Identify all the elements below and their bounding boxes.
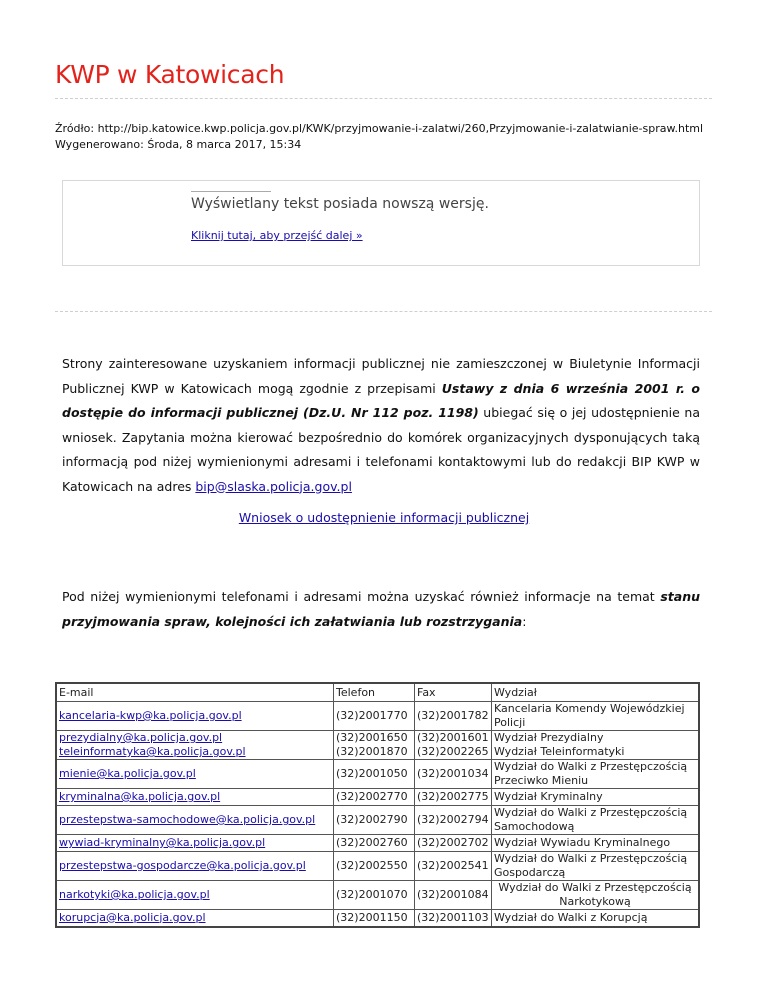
form-link-wrap [0, 510, 768, 525]
fax-number: (32)2002794 [417, 813, 489, 826]
department-name: Wydział do Walki z Przestępczością Przeciwko Mieniu [494, 760, 688, 787]
table-row [56, 910, 699, 927]
department-name: Kancelaria Komendy Wojewódzkiej Policji [494, 702, 685, 729]
generated-value: Środa, 8 marca 2017, 15:34 [147, 138, 302, 151]
fax-cell [415, 852, 492, 881]
phone-cell [334, 789, 415, 806]
intro-text-2: ubiegać się o jej udostępnienie na wniosek. Zapytania można kierować bezpośrednio do komórek organizacyjnych dysponujących taką informacją pod niżej wymienionymi adresami i telefonami kontaktowymi lub do redakcji BIP KWP w Katowicach na adres [62, 405, 700, 494]
department-name: Wydział do Walki z Przestępczością Gospodarczą [494, 852, 688, 879]
email-cell [56, 789, 334, 806]
status-text-1: Pod niżej wymienionymi telefonami i adresami można uzyskać również informacje na temat [62, 589, 661, 604]
page-title: KWP w Katowicach [55, 60, 285, 89]
department-name: Wydział Teleinformatyki [494, 745, 625, 758]
department-cell [492, 806, 700, 835]
table-row [56, 789, 699, 806]
fax-cell [415, 731, 492, 760]
email-link[interactable]: wywiad-kryminalny@ka.policja.gov.pl [59, 836, 266, 849]
fax-number: (32)2001103 [417, 910, 489, 924]
source-label: Źródło: [55, 122, 95, 135]
fax-cell [415, 760, 492, 789]
table-row [56, 731, 699, 760]
email-cell [56, 760, 334, 789]
phone-cell [334, 731, 415, 760]
fax-number: (32)2002702 [417, 836, 489, 849]
email-cell [56, 731, 334, 760]
header-phone: Telefon [334, 683, 415, 702]
fax-number: (32)2001084 [417, 888, 489, 901]
status-text-2: : [522, 613, 527, 629]
email-link[interactable]: kancelaria-kwp@ka.policja.gov.pl [59, 709, 242, 722]
email-link[interactable]: przestepstwa-samochodowe@ka.policja.gov.pl [59, 813, 316, 826]
content-divider [55, 311, 712, 312]
email-cell [56, 910, 334, 927]
department-cell [492, 702, 700, 731]
table-row [56, 806, 699, 835]
department-name: Wydział Wywiadu Kryminalnego [494, 836, 671, 849]
header-department: Wydział [492, 683, 700, 702]
department-cell [492, 881, 700, 910]
phone-cell [334, 835, 415, 852]
notice-rule [191, 191, 271, 192]
phone-number: (32)2001650 [336, 731, 408, 744]
fax-number: (32)2001034 [417, 767, 489, 780]
phone-number: (32)2001870 [336, 745, 408, 758]
table-row [56, 702, 699, 731]
email-cell [56, 702, 334, 731]
email-link[interactable]: przestepstwa-gospodarcze@ka.policja.gov.pl [59, 859, 306, 872]
department-name: Wydział Prezydialny [494, 731, 604, 744]
fax-number: (32)2002541 [417, 859, 489, 872]
phone-cell [334, 760, 415, 789]
department-cell [492, 910, 700, 927]
fax-number: (32)2002775 [417, 790, 489, 803]
department-cell [492, 731, 700, 760]
department-cell [492, 789, 700, 806]
phone-number: (32)2001770 [336, 709, 408, 722]
table-row [56, 881, 699, 910]
phone-number: (32)2002770 [336, 790, 408, 803]
table-row [56, 835, 699, 852]
status-emphasis: stanu przyjmowania spraw, kolejności ich załatwiania lub rozstrzygania [62, 589, 700, 629]
intro-act-reference: Ustawy z dnia 6 września 2001 r. o dostępie do informacji publicznej (Dz.U. Nr 112 poz. 1198) [62, 380, 701, 420]
table-header-row [56, 683, 699, 702]
phone-number: (32)2001150 [336, 910, 408, 924]
notice-message: Wyświetlany tekst posiada nowszą wersję. [191, 196, 489, 212]
department-name: Wydział do Walki z Przestępczością Samochodową [494, 806, 688, 833]
header-divider [55, 98, 712, 99]
phone-cell [334, 852, 415, 881]
source-meta [55, 121, 703, 153]
table-row [56, 760, 699, 789]
newer-version-notice [62, 180, 700, 266]
phone-cell [334, 881, 415, 910]
fax-cell [415, 835, 492, 852]
email-link[interactable]: kryminalna@ka.policja.gov.pl [59, 790, 221, 803]
fax-cell [415, 910, 492, 927]
phone-number: (32)2002760 [336, 836, 408, 849]
phone-cell [334, 806, 415, 835]
phone-cell [334, 910, 415, 927]
source-url: http://bip.katowice.kwp.policja.gov.pl/KWK/przyjmowanie-i-zalatwi/260,Przyjmowanie-i-zalatwianie-spraw.html [97, 122, 704, 135]
email-link[interactable]: teleinformatyka@ka.policja.gov.pl [59, 745, 246, 758]
department-name: Wydział do Walki z Przestępczością Narkotykową [498, 881, 692, 908]
application-form-link[interactable]: Wniosek o udostępnienie informacji publicznej [238, 510, 530, 525]
fax-cell [415, 789, 492, 806]
generated-label: Wygenerowano: [55, 138, 144, 151]
phone-number: (32)2001050 [336, 767, 408, 780]
email-cell [56, 806, 334, 835]
email-link[interactable]: mienie@ka.policja.gov.pl [59, 767, 196, 780]
fax-number: (32)2001601 [417, 731, 489, 744]
department-cell [492, 760, 700, 789]
header-email: E-mail [56, 683, 334, 702]
generated-line [55, 137, 703, 153]
fax-cell [415, 806, 492, 835]
contacts-table [55, 682, 700, 928]
phone-number: (32)2002550 [336, 859, 408, 872]
fax-cell [415, 881, 492, 910]
fax-number: (32)2001782 [417, 709, 489, 722]
phone-cell [334, 702, 415, 731]
email-link[interactable]: korupcja@ka.policja.gov.pl [59, 910, 206, 924]
fax-cell [415, 702, 492, 731]
newer-version-link[interactable]: Kliknij tutaj, aby przejść dalej » [191, 229, 363, 242]
email-cell [56, 852, 334, 881]
table-row [56, 852, 699, 881]
department-name: Wydział Kryminalny [494, 790, 603, 803]
header-fax: Fax [415, 683, 492, 702]
source-line [55, 121, 703, 137]
department-name: Wydział do Walki z Korupcją [494, 910, 648, 924]
fax-number: (32)2002265 [417, 745, 489, 758]
status-paragraph [62, 585, 700, 634]
phone-number: (32)2001070 [336, 888, 408, 901]
department-cell [492, 852, 700, 881]
intro-text-1: Strony zainteresowane uzyskaniem informacji publicznej nie zamieszczonej w Biuletynie Informacji Publicznej KWP w Katowicach mogą zgodnie z przepisami [62, 356, 700, 396]
bip-email-link[interactable]: bip@slaska.policja.gov.pl [195, 478, 352, 494]
email-link[interactable]: prezydialny@ka.policja.gov.pl [59, 731, 223, 744]
phone-number: (32)2002790 [336, 813, 408, 826]
email-link[interactable]: narkotyki@ka.policja.gov.pl [59, 888, 210, 901]
email-cell [56, 881, 334, 910]
intro-paragraph [62, 352, 700, 499]
email-cell [56, 835, 334, 852]
department-cell [492, 835, 700, 852]
